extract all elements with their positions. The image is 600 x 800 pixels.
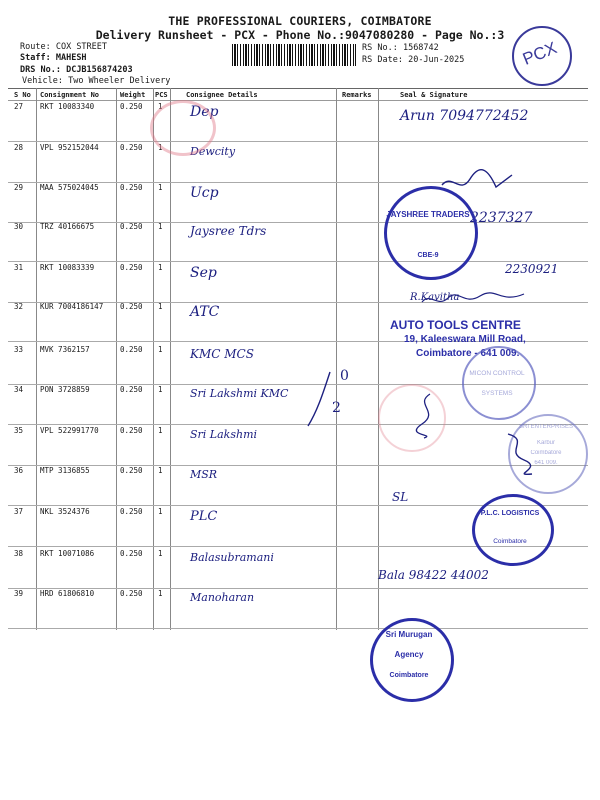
row-consignment-no: HRD 61806810 [40,589,95,598]
rs-date-line: RS Date: 20-Jun-2025 [362,55,465,65]
row-pcs: 1 [158,302,163,311]
row-pcs: 1 [158,549,163,558]
row-sno: 30 [14,222,24,231]
jayshree-traders-stamp [384,186,478,280]
row-weight: 0.250 [120,549,143,558]
row-pcs: 1 [158,345,163,354]
vehicle-value: Two Wheeler Delivery [68,76,171,86]
row-sno: 35 [14,426,24,435]
row-sno: 31 [14,263,24,272]
remark-scribble [300,370,340,430]
route-line: Route: COX STREET [20,42,108,52]
row-consignment-no: RKT 10083340 [40,102,95,111]
row-consignment-no: PON 3728859 [40,385,90,394]
col-header-signature: Seal & Signature [400,91,468,99]
row-consignee-handwritten: Manoharan [190,591,255,604]
row-consignee-handwritten: Sri Lakshmi [190,428,258,441]
row-consignee-handwritten: Jaysree Tdrs [190,224,267,238]
murugan-stamp-city: Coimbatore [389,672,429,679]
vehicle-line: Vehicle: Two Wheeler Delivery [22,76,171,86]
jayshree-stamp-name: JAYSHREE TRADERS [386,210,470,219]
col-header-consignee: Consignee Details [186,91,258,99]
row-consignment-no: MAA 575024045 [40,183,99,192]
staff-value: MAHESH [55,53,87,63]
row-divider [8,222,588,223]
row-signature-handwritten: SL [392,490,409,504]
row-weight: 0.250 [120,183,143,192]
row-pcs: 1 [158,507,163,516]
row-consignment-no: RKT 10083339 [40,263,95,272]
row-signature-handwritten: Bala 98422 44002 [378,568,489,582]
row-weight: 0.250 [120,345,143,354]
row-consignee-handwritten: ATC [190,304,220,320]
row-consignee-handwritten: MSR [190,468,218,481]
row-divider [8,424,588,425]
murugan-stamp-agency: Agency [394,650,424,659]
row-sno: 32 [14,302,24,311]
sri-enterprises-stamp-line3: Coimbatore [530,450,562,456]
row-consignment-no: VPL 952152044 [40,143,99,152]
row-signature-handwritten: R.Kavitha [410,292,460,303]
signature-scribble [500,430,540,480]
row-consignment-no: MVK 7362157 [40,345,90,354]
column-divider [170,88,171,630]
row-consignee-handwritten: Sep [190,265,217,281]
row-pcs: 1 [158,589,163,598]
row-signature-handwritten: 2237327 [470,210,533,226]
row-sno: 38 [14,549,24,558]
sri-enterprises-stamp-name: SRI ENTERPRISES [518,424,573,430]
plc-logistics-stamp [472,494,554,566]
row-consignment-no: RKT 10071086 [40,549,95,558]
auto-tools-stamp-city: Coimbatore - 641 009. [416,348,520,359]
runsheet-title: THE PROFESSIONAL COURIERS, COIMBATORE [168,14,432,28]
row-signature-handwritten: 2230921 [505,262,559,276]
auto-tools-stamp-name: AUTO TOOLS CENTRE [390,318,521,332]
column-divider [378,88,379,630]
drs-line: DRS No.: DCJB156874203 [20,65,133,75]
staff-line: Staff: MAHESH [20,53,87,63]
runsheet-subtitle: Delivery Runsheet - PCX - Phone No.:9047080280 - Page No.:3 [95,28,505,42]
barcode-image [232,44,356,66]
row-weight: 0.250 [120,222,143,231]
row-weight: 0.250 [120,426,143,435]
column-divider [336,88,337,630]
row-sno: 39 [14,589,24,598]
rs-no-value: 1568742 [402,43,439,53]
remark-mark: 2 [332,400,341,416]
col-header-remarks: Remarks [342,91,372,99]
auto-tools-stamp-address: 19, Kaleeswara Mill Road, [404,334,526,345]
col-header-pcs: PCS [155,91,168,99]
row-sno: 29 [14,183,24,192]
row-weight: 0.250 [120,143,143,152]
row-pcs: 1 [158,426,163,435]
remark-mark: 0 [340,368,349,384]
signature-scribble [420,290,530,310]
row-consignee-handwritten: Sri Lakshmi KMC [190,387,289,400]
row-weight: 0.250 [120,385,143,394]
sri-enterprises-stamp-line2: Karbur [536,440,555,446]
plc-stamp-city: Coimbatore [493,538,527,545]
col-header-sno: S No [14,91,31,99]
header-rule [8,100,588,101]
micon-stamp-name: MICON CONTROL [469,370,525,377]
row-divider [8,261,588,262]
row-consignment-no: NKL 3524376 [40,507,90,516]
row-sno: 37 [14,507,24,516]
row-sno: 34 [14,385,24,394]
row-pcs: 1 [158,183,163,192]
row-pcs: 1 [158,222,163,231]
jayshree-stamp-code: CBE-9 [417,252,439,259]
murugan-stamp-name: Sri Murugan [385,630,433,639]
row-sno: 27 [14,102,24,111]
col-header-consignment: Consignment No [40,91,100,99]
row-weight: 0.250 [120,507,143,516]
row-consignment-no: TRZ 40166675 [40,222,95,231]
row-sno: 28 [14,143,24,152]
row-pcs: 1 [158,466,163,475]
row-consignment-no: VPL 522991770 [40,426,99,435]
row-divider [8,628,588,629]
col-header-weight: Weight [120,91,146,99]
row-divider [8,588,588,589]
row-divider [8,141,588,142]
table-top-rule [8,88,588,89]
row-weight: 0.250 [120,263,143,272]
row-weight: 0.250 [120,589,143,598]
row-pcs: 1 [158,385,163,394]
row-consignee-handwritten: Ucp [190,185,219,201]
row-weight: 0.250 [120,102,143,111]
row-consignee-handwritten: Balasubramani [190,551,274,564]
column-divider [153,88,154,630]
sri-enterprises-stamp-line4: 641 009. [534,460,558,466]
signature-scribble [440,165,520,200]
micon-stamp-sub: SYSTEMS [481,390,513,397]
row-consignee-handwritten: Dewcity [190,145,236,158]
row-consignment-no: MTP 3136855 [40,466,90,475]
rs-no-line: RS No.: 1568742 [362,43,439,53]
pcx-stamp-text: PCX [520,38,560,69]
signature-scribble [410,390,450,440]
micon-stamp [462,346,536,420]
row-consignee-handwritten: PLC [190,509,218,524]
row-signature-handwritten: Arun 7094772452 [400,108,529,124]
row-sno: 36 [14,466,24,475]
row-consignee-handwritten: KMC MCS [190,347,254,361]
row-weight: 0.250 [120,466,143,475]
row-consignee-handwritten: Dep [190,104,219,120]
plc-stamp-name: P.L.C. LOGISTICS [480,510,540,517]
row-weight: 0.250 [120,302,143,311]
row-pcs: 1 [158,263,163,272]
row-pcs: 1 [158,102,163,111]
rs-date-value: 20-Jun-2025 [408,55,465,65]
column-divider [116,88,117,630]
column-divider [36,88,37,630]
row-pcs: 1 [158,143,163,152]
row-sno: 33 [14,345,24,354]
row-consignment-no: KUR 7004186147 [40,302,104,311]
route-value: COX STREET [55,42,108,52]
drs-value: DCJB156874203 [66,65,133,75]
